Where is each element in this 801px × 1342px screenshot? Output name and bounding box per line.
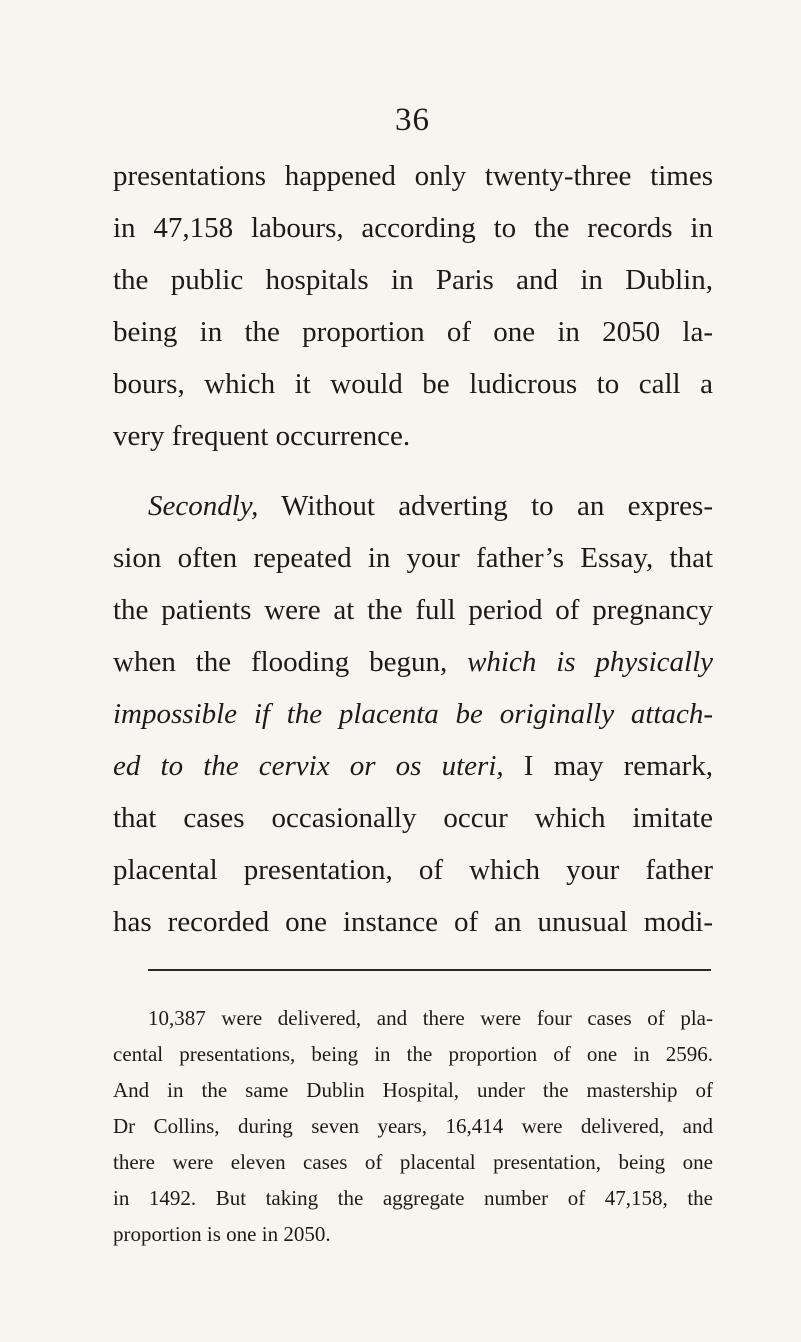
italic-phrase: which is physically xyxy=(467,646,714,678)
text-line: presentations happened only twenty-three times xyxy=(113,160,713,192)
text-line: bours, which it would be ludicrous to call a xyxy=(113,368,713,400)
footnote-line: cental presentations, being in the proportion of one in 2596. xyxy=(113,1042,713,1066)
text-line: in 47,158 labours, according to the records in xyxy=(113,212,713,244)
text-line: being in the proportion of one in 2050 la- xyxy=(113,316,713,348)
text-span: when the flooding begun, xyxy=(113,646,468,678)
main-text xyxy=(113,150,713,948)
text-line xyxy=(113,636,713,688)
footnote-divider xyxy=(148,969,711,971)
footnote-line: there were eleven cases of placental presentation, being one xyxy=(113,1150,713,1174)
text-line xyxy=(113,480,713,532)
footnote-line: in 1492. But taking the aggregate number of 47,158, the xyxy=(113,1186,713,1210)
text-line: very frequent occurrence. xyxy=(113,420,411,452)
footnote xyxy=(113,1000,713,1252)
text-span: I may remark, xyxy=(503,750,713,782)
footnote-line: And in the same Dublin Hospital, under the mastership of xyxy=(113,1078,713,1102)
text-line: the public hospitals in Paris and in Dublin, xyxy=(113,264,713,296)
text-line: sion often repeated in your father’s Essay, that xyxy=(113,542,713,574)
italic-phrase: ed to the cervix or os uteri, xyxy=(113,750,504,782)
text-line xyxy=(113,688,713,740)
text-line: that cases occasionally occur which imitate xyxy=(113,802,713,834)
text-line: the patients were at the full period of pregnancy xyxy=(113,594,713,626)
text-line: has recorded one instance of an unusual modi- xyxy=(113,906,713,938)
page-number: 36 xyxy=(395,102,430,138)
italic-phrase: impossible if the placenta be originally attach- xyxy=(113,698,713,730)
text-line xyxy=(113,740,713,792)
footnote-line: Dr Collins, during seven years, 16,414 were delivered, and xyxy=(113,1114,713,1138)
footnote-line: proportion is one in 2050. xyxy=(113,1222,331,1246)
footnote-line: 10,387 were delivered, and there were four cases of pla- xyxy=(148,1006,713,1030)
text-span: Without adverting to an expres- xyxy=(258,490,713,522)
paragraph-gap xyxy=(113,462,713,480)
italic-phrase: Secondly, xyxy=(148,490,259,522)
text-line: placental presentation, of which your father xyxy=(113,854,713,886)
